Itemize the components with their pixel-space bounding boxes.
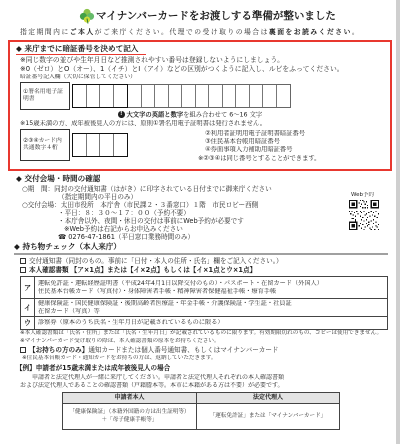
belongings-section-heading: ◆ 持ち物チェック（本人来庁） (14, 242, 388, 255)
applicant-documents (63, 404, 197, 429)
id-doc-list (35, 299, 387, 316)
pin-box[interactable] (114, 85, 128, 107)
checkbox-icon[interactable] (20, 258, 26, 264)
pin-box[interactable] (128, 85, 142, 107)
page-title: マイナンバーカードをお渡しする準備が整いました (96, 10, 336, 22)
phone-icon (58, 233, 68, 241)
venue-hours: ・平日：８：３０～１７：００（予約不要） (58, 209, 190, 217)
phone-number: 0276-47-1861（平日窓口業務時間のみ） (68, 233, 195, 241)
table-row (21, 299, 387, 317)
venue-period-sub: （指定期間内の平日のみ） (58, 193, 138, 201)
pin-box[interactable] (277, 85, 291, 107)
id-doc-line: 運転免許証・運転経歴証明書（平成24年4月1日以降交付のもの）・パスポート・在留カード（外国人） (38, 279, 323, 287)
table-row (63, 404, 339, 429)
subtitle-text: 。 (351, 28, 361, 36)
pin-box-group-required (72, 84, 128, 108)
id-doc-note: ※マイナンバーカード受け取りの際は、本人確認書類の原本をお持ちください。 (20, 337, 220, 344)
common-pin-item: ②利用者証明用電子証明書暗証番号 (205, 130, 306, 137)
pin-box-group-common (72, 133, 128, 157)
pin-box[interactable] (100, 134, 114, 156)
id-doc-list (35, 277, 387, 298)
pin-box[interactable] (87, 134, 101, 156)
signature-pin-label (20, 82, 70, 110)
pin-section-heading: ◆ 来庁までに暗証番号を決めて記入 (16, 44, 146, 55)
pin-box[interactable] (114, 134, 128, 156)
id-doc-category: ア (21, 277, 35, 298)
pin-note: ※同じ数字の並びや生年月日など推測されやすい番号は登録しないようにしましょう。 (20, 56, 284, 64)
optional-note: ※住民基本台帳カード・通知カードをお持ちの方は、返納していただきます。 (22, 355, 217, 361)
pin-box[interactable] (209, 85, 223, 107)
clover-logo-icon (79, 8, 95, 24)
pin-box-group-optional (128, 84, 291, 108)
under15-note: ※15歳未満の方、成年被後見人の方には、原則①署名用電子証明書は発行されません。 (20, 119, 266, 127)
pin-box[interactable] (100, 85, 114, 107)
pin-box[interactable] (182, 85, 196, 107)
optional-tag: 【お持ちの方のみ】 (29, 346, 89, 354)
checkbox-icon[interactable] (20, 347, 26, 353)
id-docs-table (20, 276, 388, 330)
table-row (21, 277, 387, 299)
hint-text: を組み合わせて 6～16 文字 (183, 111, 263, 119)
qr-code[interactable] (349, 200, 379, 230)
venue-period: ○期 間：同封の交付通知書（はがき）に印字されている日付までに御来庁ください (22, 185, 272, 193)
checklist-item-text: 通知カードまたは個人番号通知書、もしくはマイナンバーカード (88, 346, 279, 354)
common-pin-label-text: ②③④カード内共通数字４桁 (23, 137, 62, 151)
venue-section-heading: ◆ 交付会場・時間の確認 (16, 174, 101, 183)
common-pin-boxes (72, 133, 128, 157)
pin-box[interactable] (263, 85, 277, 107)
signature-pin-hint (118, 111, 262, 119)
id-doc-category: イ (21, 299, 35, 316)
checkbox-icon[interactable] (20, 267, 26, 273)
checklist-item-label: 本人確認書類 (29, 266, 69, 274)
id-doc-category: ウ (21, 317, 35, 329)
id-doc-line: 住民基本台帳カード（写真付）・身体障害者手帳・精神障害者保健福祉手帳・療育手帳 (38, 287, 277, 295)
exclamation-icon (118, 111, 125, 118)
pin-box[interactable] (196, 85, 210, 107)
pin-box[interactable] (73, 85, 87, 107)
page-subtitle (20, 28, 360, 37)
column-header-applicant: 申請者本人 (63, 393, 197, 403)
pin-box[interactable] (250, 85, 264, 107)
common-pin-item: ③住民基本台帳用暗証番号 (205, 138, 280, 145)
subtitle-emphasis: 裏面をお読みください (268, 28, 352, 36)
representative-doc-line: 「運転免許証」または「マイナンバーカード」 (209, 412, 327, 419)
page-edge (396, 0, 400, 444)
pin-box[interactable] (73, 134, 87, 156)
pin-box[interactable] (142, 85, 156, 107)
checklist-item-id-docs (20, 266, 388, 275)
venue-location: ○交付会場：太田市役所 本庁舎（市民課２・３番窓口）１階 市民ロビー西側 (22, 201, 259, 209)
pin-note: ※0（ゼロ）とO（オー）、1（イチ）とI（アイ）などの区別がつくように記入し、ルビをふってください。 (20, 64, 344, 73)
id-doc-line: 診察券（原本のうち氏名・生年月日が記載されているものに限る） (38, 318, 224, 326)
hint-emphasis: 大文字の英語と数字 (126, 111, 184, 119)
id-doc-line: 在留カード（写真）等 (38, 308, 100, 316)
qr-label: Web予約 (351, 192, 374, 198)
representative-documents (197, 404, 339, 429)
column-header-representative: 法定代理人 (252, 394, 283, 401)
signature-pin-boxes (72, 84, 291, 108)
applicant-doc-line: ＋「母子健康手帳等」 (101, 416, 158, 423)
example-paragraph: および法定代理人であることの確認書類（戸籍謄本等。本市に本籍がある方は不要）が必要です。 (20, 381, 284, 389)
id-doc-list (35, 317, 387, 329)
venue-reservation-note: ※Web予約は右記からお申込みください (64, 225, 183, 233)
subtitle-text: 指定期間内に (20, 28, 70, 36)
id-doc-note: ※本人確認書類は「氏名・住所」または「氏名・生年月日」が記載されているものに限ります。有効期限切れのもの、コピーは使用できません。 (20, 330, 383, 336)
checklist-item-notice-card (20, 257, 388, 266)
pin-table-label: 暗証番号記入欄（大切に保管してください） (20, 73, 136, 80)
checklist-item-text: 交付通知書（同封のもの。事前に「日付・本人の住所・氏名」欄をご記入ください。） (29, 257, 283, 265)
example-paragraph: 申請者と法定代理人が一緒に来庁してください。申請者と法定代理人それぞれの本人確認書類 (32, 374, 285, 381)
id-doc-combos: 【ア×1点】または【イ×2点】もしくは【イ×1点とウ×1点】 (70, 266, 257, 274)
id-doc-line: 健康保険証・国民健康保険証・後期高齢者医療証・年金手帳・介護保険証・学生証・社員証 (38, 299, 292, 307)
subtitle-text: がご来庁ください。代理での受け取りの場合は (94, 28, 269, 36)
example-heading: 【例】申請者が15歳未満または成年被後見人の場合 (16, 364, 171, 372)
common-pin-item: ④券面事項入力補助用暗証番号 (205, 146, 293, 153)
table-row (21, 317, 387, 329)
table-header-row (63, 393, 339, 404)
venue-phone (58, 233, 194, 241)
pin-box[interactable] (223, 85, 237, 107)
signature-pin-label-text: ①署名用電子証明書 (23, 88, 63, 102)
pin-box[interactable] (236, 85, 250, 107)
common-pin-label (20, 129, 70, 161)
subtitle-emphasis: ご本人 (69, 28, 95, 36)
example-table (62, 392, 340, 430)
common-pin-note: ※②③④は同じ番号とすることができます。 (198, 155, 321, 162)
venue-reservation: ・本庁舎以外、夜間・休日の交付は事前にWeb予約が必要です (58, 217, 244, 225)
pin-box[interactable] (87, 85, 101, 107)
pin-box[interactable] (155, 85, 169, 107)
pin-box[interactable] (169, 85, 183, 107)
checklist-item-optional (20, 346, 388, 355)
applicant-doc-line: 「健康保険証」（本籍外国籍の方は出生証明等） (69, 409, 190, 415)
